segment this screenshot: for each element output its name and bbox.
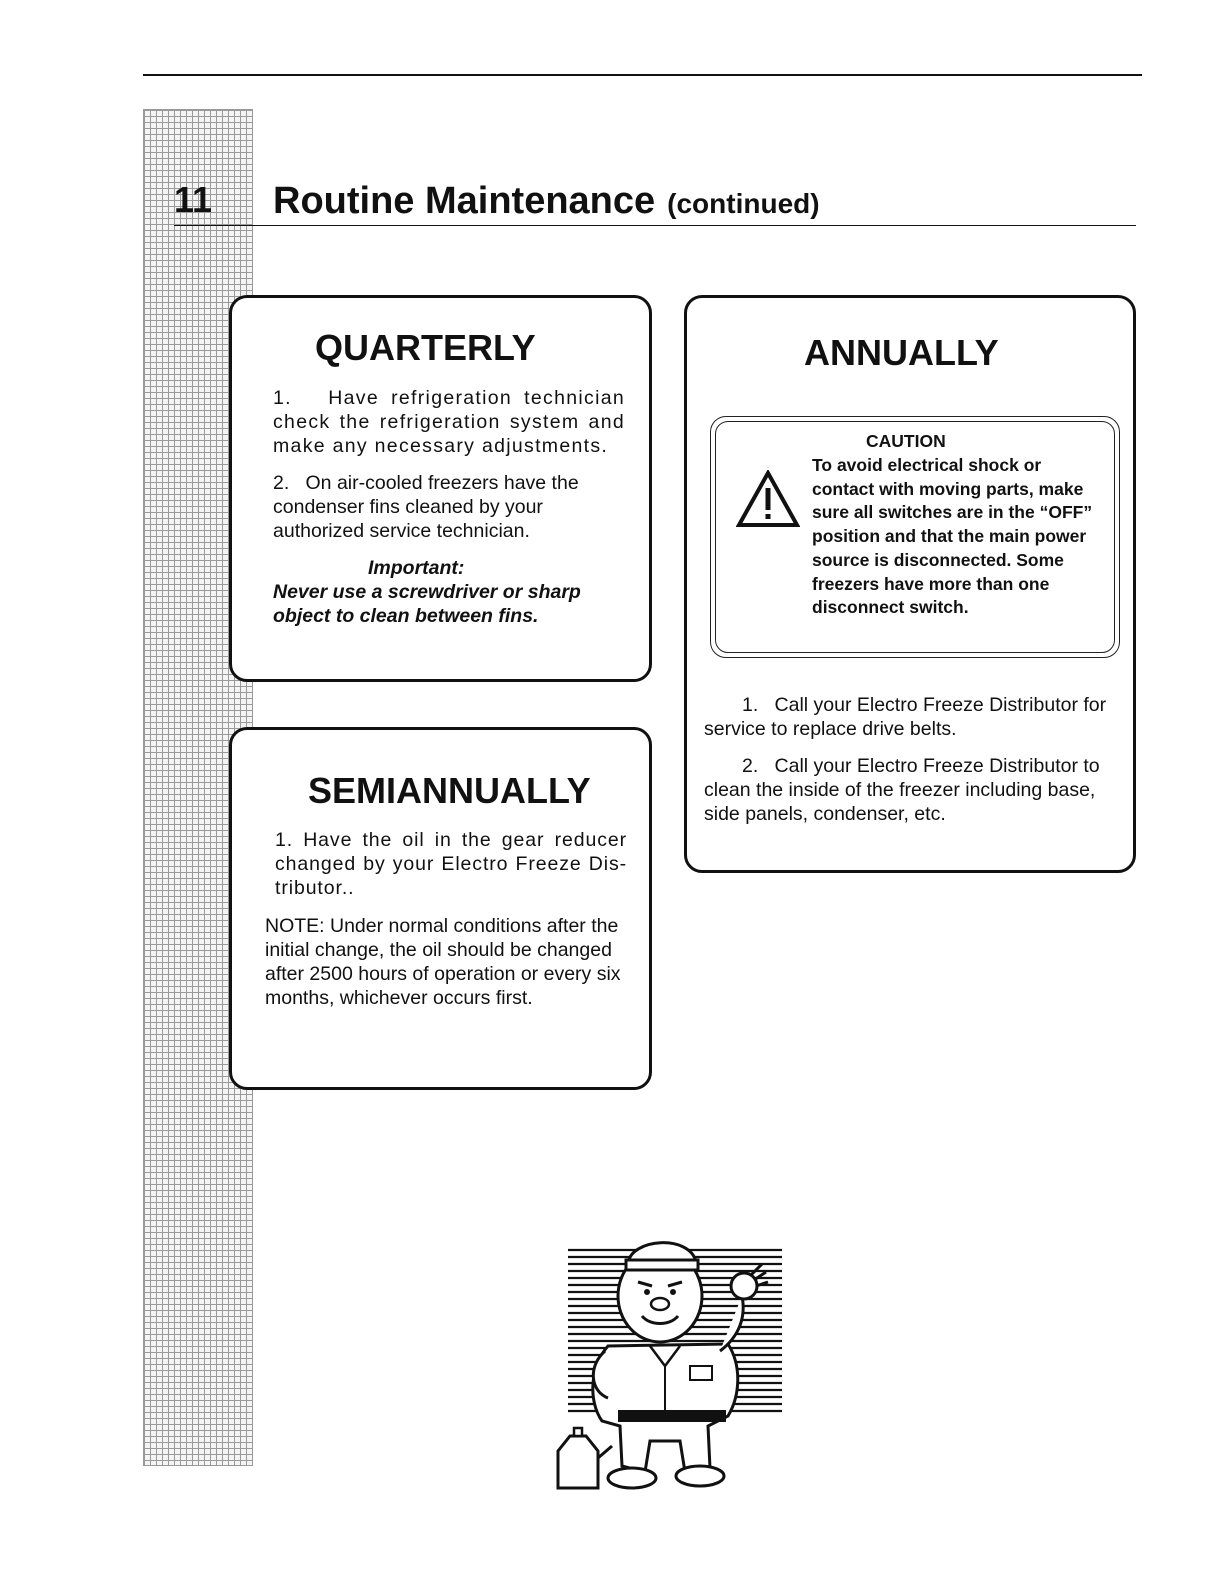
annually-item-1: 1. Call your Electro Freeze Distributor for service to replace drive belts. xyxy=(704,694,1107,740)
quarterly-item-2: 2. On air-cooled freezers have the condenser fins cleaned by your authorized service technician. xyxy=(273,472,579,542)
top-rule xyxy=(143,74,1142,76)
quarterly-item-1: 1. Have refrigeration technician check the refrigeration system and make any necessary adjustments. xyxy=(273,387,625,457)
page-title-suffix: (continued) xyxy=(667,188,820,219)
quarterly-box xyxy=(229,295,652,682)
annually-item-2: 2. Call your Electro Freeze Distributor to clean the inside of the freezer including base, side panels, condenser, etc. xyxy=(704,755,1100,825)
important-text: Never use a screwdriver or sharp object to clean between fins. xyxy=(273,581,581,627)
semiannually-note: NOTE: Under normal conditions after the initial change, the oil should be changed after 2500 hours of operation or every six months, whichever occurs first. xyxy=(265,915,621,1009)
caution-heading: CAUTION xyxy=(866,431,946,451)
semiannually-box xyxy=(229,727,652,1090)
technician-mascot-illustration xyxy=(550,1226,790,1496)
annually-title: ANNUALLY xyxy=(804,332,999,373)
caution-text: To avoid electrical shock or contact with moving parts, make sure all switches are in the “OFF” position and that the main power source is disconnected. Some freezers have more than one disconnect switch. xyxy=(812,455,1093,618)
title-rule xyxy=(174,225,1136,226)
caution-notice xyxy=(710,416,1120,658)
annually-box xyxy=(684,295,1136,873)
quarterly-title: QUARTERLY xyxy=(315,327,536,368)
important-label: Important: xyxy=(368,557,465,579)
warning-triangle-icon xyxy=(736,470,800,528)
page-title-text: Routine Maintenance xyxy=(273,180,656,222)
semiannually-item-1: 1. Have the oil in the gear reducer changed by your Electro Freeze Dis-tributor.. xyxy=(275,829,627,899)
semiannually-title: SEMIANNUALLY xyxy=(308,770,591,811)
section-number: 11 xyxy=(174,179,213,220)
page-title xyxy=(273,180,820,225)
